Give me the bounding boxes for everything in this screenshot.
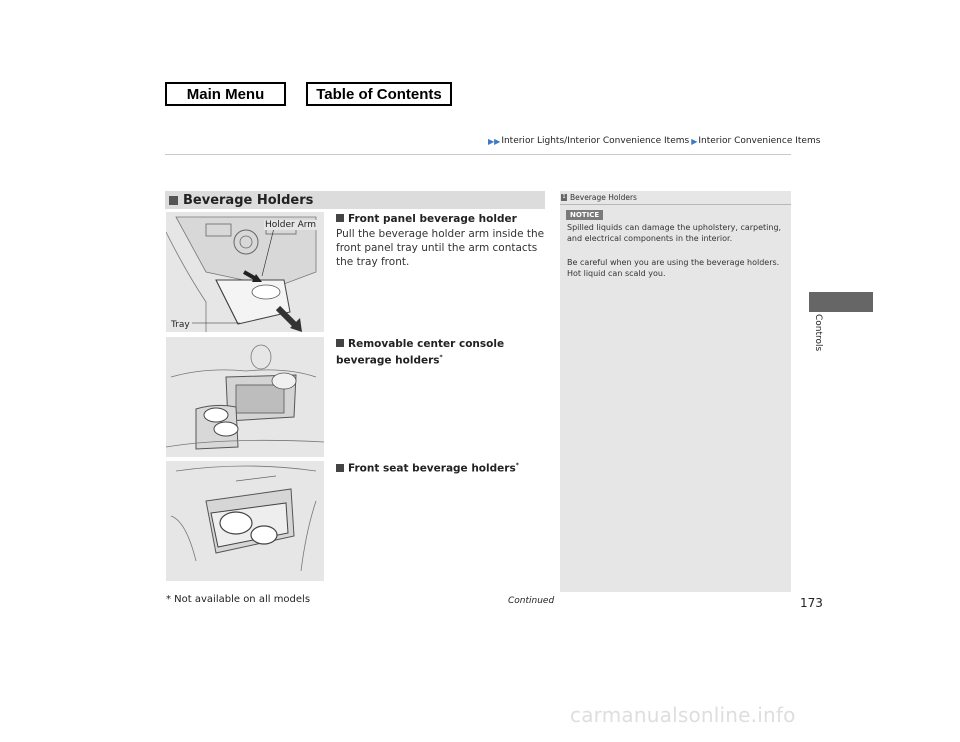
breadcrumb: [488, 136, 820, 146]
controls-section-label: Controls: [813, 314, 823, 352]
footnote: * Not available on all models: [166, 594, 311, 605]
bullet-square-icon: [336, 339, 344, 347]
subsection-front-panel-title: Front panel beverage holder: [336, 213, 517, 225]
center-console-holder-illustration: [166, 337, 324, 457]
continued-label: Continued: [508, 596, 555, 606]
front-seat-holder-drawing: [166, 461, 324, 581]
notice-text: Spilled liquids can damage the upholstery, carpeting, and electrical components in the interior.: [567, 223, 782, 243]
holder-arm-label: Holder Arm: [265, 220, 317, 230]
front-seat-holder-illustration: [166, 461, 324, 581]
front-panel-holder-drawing: [166, 212, 324, 332]
bullet-square-icon: [336, 214, 344, 222]
notes-sidebar-title: Beverage Holders: [570, 193, 637, 202]
breadcrumb-item-interior-convenience[interactable]: Interior Convenience Items: [698, 136, 821, 146]
notice-badge: NOTICE: [566, 210, 603, 220]
subsection-front-panel-body: Pull the beverage holder arm inside the front panel tray until the arm contacts the tray front.: [336, 228, 545, 268]
tray-label: Tray: [171, 320, 190, 330]
section-square-icon: [169, 196, 178, 205]
table-of-contents-button[interactable]: Table of Contents: [306, 82, 452, 106]
caution-text: Be careful when you are using the beverage holders. Hot liquid can scald you.: [567, 258, 780, 278]
section-title: Beverage Holders: [183, 192, 314, 208]
page-number: 173: [800, 596, 823, 610]
bullet-square-icon: [336, 464, 344, 472]
asterisk-mark: *: [439, 354, 443, 361]
breadcrumb-arrow-icon: ▶▶: [488, 136, 501, 146]
center-console-holder-drawing: [166, 337, 324, 457]
main-menu-button[interactable]: Main Menu: [165, 82, 286, 106]
controls-section-tab[interactable]: [809, 292, 873, 312]
breadcrumb-item-interior-lights[interactable]: Interior Lights/Interior Convenience Items: [501, 136, 690, 146]
subsection-front-seat-title: Front seat beverage holders*: [336, 462, 519, 475]
asterisk-mark: *: [515, 462, 519, 469]
notes-sidebar-header: [560, 191, 791, 205]
note-number-badge: 1: [562, 194, 566, 200]
watermark: carmanualsonline.info: [570, 703, 796, 727]
breadcrumb-arrow-icon: ▶: [691, 136, 698, 146]
header-divider: [165, 154, 791, 155]
section-heading: [165, 191, 545, 209]
subsection-center-console-title: Removable center console beverage holders*: [336, 338, 505, 367]
front-panel-holder-illustration: [166, 212, 324, 332]
notes-sidebar: [560, 191, 791, 592]
